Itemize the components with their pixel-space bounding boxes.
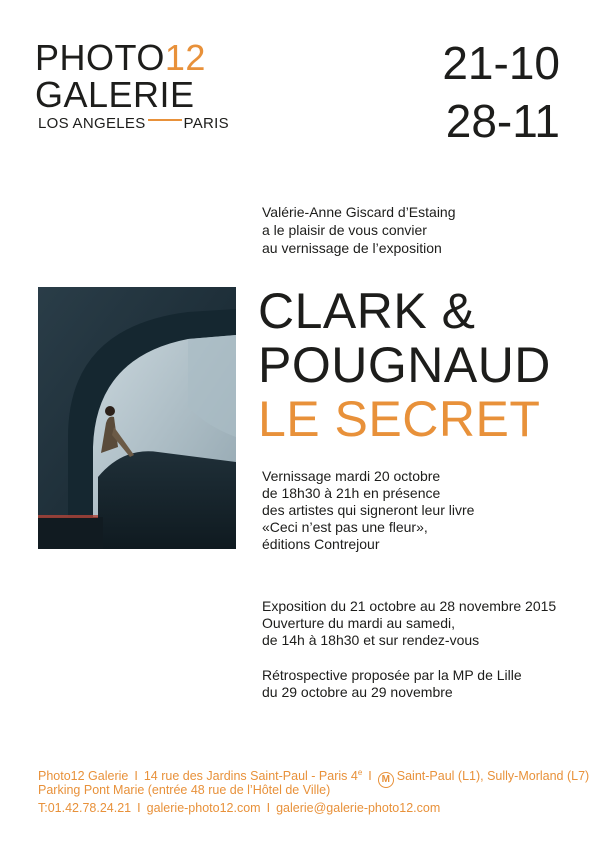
footer-address-sup: e — [357, 768, 363, 777]
footer-website-link[interactable]: galerie-photo12.com — [146, 801, 261, 815]
logo-accent-dash — [148, 119, 182, 121]
footer-address: 14 rue des Jardins Saint-Paul - Paris 4 — [143, 769, 358, 784]
logo-12-text: 12 — [164, 37, 206, 78]
title-artists-line-1: CLARK & — [258, 283, 476, 339]
date-end: 28-11 — [445, 95, 560, 147]
logo-photo-text: PHOTO — [35, 37, 165, 78]
retrospective-line-2: du 29 octobre au 29 novembre — [262, 684, 453, 700]
exposition-line-2: Ouverture du mardi au samedi, — [262, 615, 455, 631]
footer-line-3 — [38, 800, 440, 817]
footer-separator: I — [134, 769, 138, 784]
footer-separator: I — [137, 801, 141, 815]
exposition-line-3: de 14h à 18h30 et sur rendez-vous — [262, 632, 480, 648]
title-exhibition-name: LE SECRET — [258, 391, 541, 447]
metro-icon: M — [378, 772, 394, 788]
footer-phone: T:01.42.78.24.21 — [38, 801, 132, 815]
exhibition-photo — [38, 287, 236, 549]
vernissage-line-5: éditions Contrejour — [262, 536, 380, 552]
exposition-line-1: Exposition du 21 octobre au 28 novembre 2015 — [262, 598, 557, 614]
invitation-line-3: au vernissage de l’exposition — [262, 240, 442, 256]
footer-parking: Parking Pont Marie (entrée 48 rue de l’Hôtel de Ville) — [38, 783, 331, 797]
vernissage-line-1: Vernissage mardi 20 octobre — [262, 468, 441, 484]
vernissage-line-2: de 18h30 à 21h en présence — [262, 485, 441, 501]
date-start: 21-10 — [442, 37, 560, 89]
invitation-line-1: Valérie-Anne Giscard d’Estaing — [262, 204, 456, 220]
logo-photo12 — [35, 37, 206, 78]
footer-metro: Saint-Paul (L1), Sully-Morland (L7) — [396, 769, 590, 784]
vernissage-line-4: «Ceci n’est pas une fleur», — [262, 519, 428, 535]
vernissage-line-3: des artistes qui signeront leur livre — [262, 502, 475, 518]
invitation-line-2: a le plaisir de vous convier — [262, 222, 427, 238]
footer-separator: I — [368, 769, 372, 784]
footer-gallery-name: Photo12 Galerie — [38, 769, 129, 784]
footer-separator: I — [266, 801, 271, 815]
logo-galerie-text: GALERIE — [35, 74, 195, 115]
footer-email-link[interactable]: galerie@galerie-photo12.com — [276, 801, 441, 815]
retrospective-line-1: Rétrospective proposée par la MP de Lille — [262, 667, 522, 683]
logo-city-los-angeles: LOS ANGELES — [38, 115, 146, 132]
title-artists-line-2: POUGNAUD — [258, 337, 551, 393]
photo-artwork — [38, 287, 236, 549]
logo-city-paris: PARIS — [183, 115, 229, 132]
logo-cities — [38, 116, 229, 132]
